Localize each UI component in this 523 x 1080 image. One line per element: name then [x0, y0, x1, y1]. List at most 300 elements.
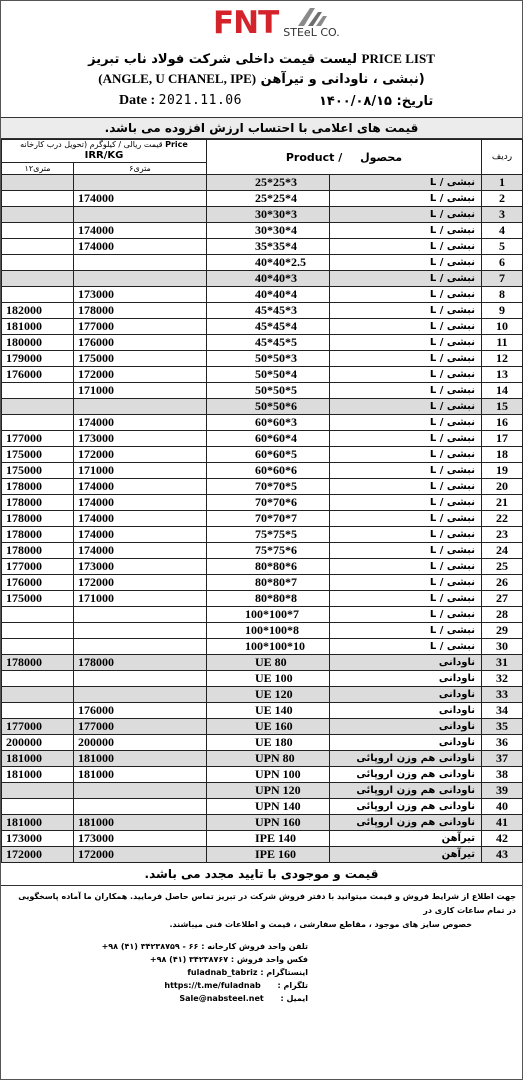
- type-cell: ناودانی: [330, 687, 482, 703]
- row-number-cell: 17: [482, 431, 523, 447]
- type-cell: نبشی / L: [330, 591, 482, 607]
- type-cell: نبشی / L: [330, 271, 482, 287]
- row-number-cell: 26: [482, 575, 523, 591]
- table-row: [2, 335, 523, 351]
- price-12m-cell: 179000: [2, 351, 74, 367]
- price-desc: قیمت ریالی / کیلوگرم (تحویل درب کارخانه: [20, 140, 163, 149]
- price-12m-cell: [2, 191, 74, 207]
- price-6m-cell: [74, 623, 207, 639]
- table-row: [2, 175, 523, 191]
- price-table: [1, 139, 523, 863]
- price-6m-cell: 181000: [74, 815, 207, 831]
- price-12m-cell: 181000: [2, 751, 74, 767]
- row-number-cell: 11: [482, 335, 523, 351]
- company-logo: [213, 5, 340, 41]
- row-number-cell: 2: [482, 191, 523, 207]
- size-cell: 60*60*3: [207, 415, 330, 431]
- price-6m-cell: 171000: [74, 591, 207, 607]
- phone-line: [1, 940, 308, 953]
- price-12m-cell: [2, 175, 74, 191]
- email-link[interactable]: Sale@nabsteel.net: [179, 994, 264, 1003]
- price-12m-cell: 178000: [2, 543, 74, 559]
- size-cell: 40*40*3: [207, 271, 330, 287]
- row-number-cell: 16: [482, 415, 523, 431]
- title-fa: لیست قیمت داخلی شرکت فولاد ناب تبریز: [88, 52, 357, 67]
- row-number-cell: 33: [482, 687, 523, 703]
- date-value: 2021.11.06: [158, 93, 242, 108]
- price-6m-cell: 174000: [74, 415, 207, 431]
- size-cell: UE 180: [207, 735, 330, 751]
- table-row: [2, 703, 523, 719]
- table-header-row-1: [2, 140, 523, 163]
- price-6m-cell: 200000: [74, 735, 207, 751]
- price-12m-cell: [2, 399, 74, 415]
- price-6m-cell: 177000: [74, 719, 207, 735]
- size-cell: 70*70*5: [207, 479, 330, 495]
- product-fa: محصول: [360, 150, 403, 164]
- telegram-line: [1, 979, 308, 992]
- row-number-cell: 40: [482, 799, 523, 815]
- instagram-line: [1, 966, 308, 979]
- table-row: [2, 575, 523, 591]
- type-cell: ناودانی هم وزن اروپائی: [330, 751, 482, 767]
- type-cell: نبشی / L: [330, 367, 482, 383]
- price-word: Price: [165, 140, 188, 149]
- price-12m-cell: 182000: [2, 303, 74, 319]
- price-6m-cell: 173000: [74, 559, 207, 575]
- type-cell: ناودانی هم وزن اروپائی: [330, 767, 482, 783]
- table-row: [2, 543, 523, 559]
- table-row: [2, 399, 523, 415]
- table-row: [2, 783, 523, 799]
- size-cell: UE 140: [207, 703, 330, 719]
- table-row: [2, 431, 523, 447]
- table-row: [2, 751, 523, 767]
- row-number-cell: 41: [482, 815, 523, 831]
- type-cell: نبشی / L: [330, 559, 482, 575]
- col-12m-header: ۱۲متری: [2, 163, 74, 175]
- price-6m-cell: 176000: [74, 703, 207, 719]
- price-6m-cell: 171000: [74, 383, 207, 399]
- type-cell: ناودانی: [330, 719, 482, 735]
- price-6m-cell: 175000: [74, 351, 207, 367]
- type-cell: نبشی / L: [330, 287, 482, 303]
- telegram-link[interactable]: https://t.me/fuladnab: [164, 981, 261, 990]
- header: [1, 1, 522, 118]
- instagram-link[interactable]: fuladnab_tabriz: [187, 968, 258, 977]
- size-cell: 25*25*3: [207, 175, 330, 191]
- price-6m-cell: [74, 207, 207, 223]
- size-cell: UPN 100: [207, 767, 330, 783]
- row-number-cell: 7: [482, 271, 523, 287]
- row-number-cell: 38: [482, 767, 523, 783]
- type-cell: ناودانی: [330, 671, 482, 687]
- price-12m-cell: 178000: [2, 495, 74, 511]
- row-number-cell: 18: [482, 447, 523, 463]
- fax-line: [1, 953, 308, 966]
- price-12m-cell: 181000: [2, 815, 74, 831]
- price-6m-cell: 174000: [74, 239, 207, 255]
- subtitle-line: [1, 71, 522, 87]
- price-6m-cell: 173000: [74, 287, 207, 303]
- price-6m-cell: [74, 255, 207, 271]
- type-cell: نبشی / L: [330, 351, 482, 367]
- row-number-cell: 4: [482, 223, 523, 239]
- fax-label: فکس واحد فروش :: [230, 955, 308, 964]
- price-6m-cell: 172000: [74, 575, 207, 591]
- type-cell: ناودانی هم وزن اروپائی: [330, 815, 482, 831]
- row-number-cell: 29: [482, 623, 523, 639]
- type-cell: نبشی / L: [330, 399, 482, 415]
- row-number-cell: 20: [482, 479, 523, 495]
- table-row: [2, 255, 523, 271]
- type-cell: نبشی / L: [330, 319, 482, 335]
- price-12m-cell: 178000: [2, 479, 74, 495]
- row-number-cell: 8: [482, 287, 523, 303]
- table-row: [2, 655, 523, 671]
- row-number-cell: 39: [482, 783, 523, 799]
- price-12m-cell: [2, 287, 74, 303]
- table-row: [2, 239, 523, 255]
- size-cell: UE 120: [207, 687, 330, 703]
- price-12m-cell: [2, 271, 74, 287]
- row-number-cell: 15: [482, 399, 523, 415]
- type-cell: ناودانی: [330, 735, 482, 751]
- type-cell: نبشی / L: [330, 511, 482, 527]
- size-cell: 60*60*5: [207, 447, 330, 463]
- price-12m-cell: [2, 383, 74, 399]
- price-6m-cell: 172000: [74, 847, 207, 863]
- product-en: Product /: [285, 150, 343, 164]
- table-row: [2, 559, 523, 575]
- table-row: [2, 607, 523, 623]
- table-row: [2, 623, 523, 639]
- row-number-cell: 21: [482, 495, 523, 511]
- price-6m-cell: 177000: [74, 319, 207, 335]
- row-number-cell: 32: [482, 671, 523, 687]
- size-cell: UE 80: [207, 655, 330, 671]
- size-cell: 60*60*4: [207, 431, 330, 447]
- info-line-2: خصوص سایز های موجود ، مقاطع سفارشی ، قیمت و اطلاعات فنی میباشند.: [169, 920, 472, 929]
- date-fa-value: ۱۴۰۰/۰۸/۱۵: [319, 94, 392, 109]
- size-cell: 100*100*8: [207, 623, 330, 639]
- table-row: [2, 799, 523, 815]
- table-row: [2, 591, 523, 607]
- table-row: [2, 767, 523, 783]
- row-number-cell: 23: [482, 527, 523, 543]
- type-cell: ناودانی هم وزن اروپائی: [330, 783, 482, 799]
- price-12m-cell: [2, 415, 74, 431]
- price-6m-cell: 178000: [74, 655, 207, 671]
- table-row: [2, 319, 523, 335]
- type-cell: نبشی / L: [330, 527, 482, 543]
- table-row: [2, 639, 523, 655]
- table-row: [2, 847, 523, 863]
- price-12m-cell: 177000: [2, 431, 74, 447]
- type-cell: نبشی / L: [330, 255, 482, 271]
- contact-block: [1, 940, 522, 1005]
- type-cell: نبشی / L: [330, 623, 482, 639]
- size-cell: UE 100: [207, 671, 330, 687]
- type-cell: نبشی / L: [330, 207, 482, 223]
- type-cell: نبشی / L: [330, 191, 482, 207]
- price-6m-cell: 174000: [74, 495, 207, 511]
- price-12m-cell: [2, 783, 74, 799]
- price-12m-cell: [2, 607, 74, 623]
- type-cell: نبشی / L: [330, 495, 482, 511]
- size-cell: 80*80*7: [207, 575, 330, 591]
- price-12m-cell: [2, 207, 74, 223]
- type-cell: نبشی / L: [330, 303, 482, 319]
- price-12m-cell: [2, 687, 74, 703]
- row-number-cell: 34: [482, 703, 523, 719]
- row-number-cell: 19: [482, 463, 523, 479]
- size-cell: UE 160: [207, 719, 330, 735]
- type-cell: تیرآهن: [330, 847, 482, 863]
- table-row: [2, 415, 523, 431]
- size-cell: 50*50*4: [207, 367, 330, 383]
- size-cell: 80*80*8: [207, 591, 330, 607]
- phone-value: ۶۶ - ۳۴۲۳۸۷۵۹ (۴۱) ۹۸+: [101, 942, 199, 951]
- vat-banner: قیمت های اعلامی با احتساب ارزش افزوده می باشد.: [1, 118, 522, 139]
- price-12m-cell: 175000: [2, 591, 74, 607]
- logo-text: FNT: [213, 5, 279, 41]
- price-12m-cell: 181000: [2, 767, 74, 783]
- price-12m-cell: [2, 671, 74, 687]
- price-6m-cell: 174000: [74, 479, 207, 495]
- size-cell: 25*25*4: [207, 191, 330, 207]
- table-row: [2, 719, 523, 735]
- price-6m-cell: [74, 399, 207, 415]
- row-number-cell: 31: [482, 655, 523, 671]
- price-6m-cell: 171000: [74, 463, 207, 479]
- type-cell: نبشی / L: [330, 239, 482, 255]
- table-row: [2, 735, 523, 751]
- price-6m-cell: [74, 799, 207, 815]
- size-cell: 40*40*4: [207, 287, 330, 303]
- stock-notice: قیمت و موجودی با تایید مجدد می باشد.: [1, 863, 522, 886]
- logo-subtext: STEeL CO.: [283, 26, 340, 39]
- price-12m-cell: [2, 703, 74, 719]
- date-label: Date :: [119, 93, 156, 108]
- row-number-cell: 1: [482, 175, 523, 191]
- size-cell: 40*40*2.5: [207, 255, 330, 271]
- col-6m-header: ۶متری: [74, 163, 207, 175]
- size-cell: UPN 80: [207, 751, 330, 767]
- email-line: [1, 992, 308, 1005]
- row-number-cell: 12: [482, 351, 523, 367]
- price-12m-cell: 176000: [2, 575, 74, 591]
- row-number-cell: 35: [482, 719, 523, 735]
- size-cell: 30*30*3: [207, 207, 330, 223]
- table-row: [2, 687, 523, 703]
- title-line: [1, 51, 522, 67]
- price-12m-cell: 178000: [2, 511, 74, 527]
- row-number-cell: 28: [482, 607, 523, 623]
- table-row: [2, 287, 523, 303]
- row-header: ردیف: [482, 140, 523, 175]
- table-row: [2, 271, 523, 287]
- table-row: [2, 479, 523, 495]
- type-cell: نبشی / L: [330, 223, 482, 239]
- table-row: [2, 223, 523, 239]
- row-number-cell: 36: [482, 735, 523, 751]
- date-en: [119, 93, 242, 109]
- product-header: [207, 140, 482, 175]
- type-cell: ناودانی هم وزن اروپائی: [330, 799, 482, 815]
- row-number-cell: 3: [482, 207, 523, 223]
- table-row: [2, 303, 523, 319]
- row-number-cell: 27: [482, 591, 523, 607]
- price-6m-cell: [74, 607, 207, 623]
- row-number-cell: 13: [482, 367, 523, 383]
- size-cell: UPN 120: [207, 783, 330, 799]
- price-6m-cell: [74, 175, 207, 191]
- row-number-cell: 30: [482, 639, 523, 655]
- info-line-1: جهت اطلاع از شرایط فروش و قیمت میتوانید با دفتر فروش شرکت در تبریز تماس حاصل فرمایید. همکاران ما آماده پاسخگویی در تمام ساعات کاری در: [18, 892, 516, 915]
- size-cell: IPE 140: [207, 831, 330, 847]
- type-cell: ناودانی: [330, 703, 482, 719]
- row-number-cell: 14: [482, 383, 523, 399]
- size-cell: 45*45*3: [207, 303, 330, 319]
- price-12m-cell: [2, 623, 74, 639]
- table-row: [2, 831, 523, 847]
- price-12m-cell: [2, 255, 74, 271]
- price-12m-cell: 178000: [2, 655, 74, 671]
- type-cell: نبشی / L: [330, 383, 482, 399]
- price-6m-cell: 172000: [74, 367, 207, 383]
- size-cell: 50*50*3: [207, 351, 330, 367]
- size-cell: 50*50*5: [207, 383, 330, 399]
- price-12m-cell: 200000: [2, 735, 74, 751]
- price-12m-cell: 181000: [2, 319, 74, 335]
- table-row: [2, 367, 523, 383]
- size-cell: IPE 160: [207, 847, 330, 863]
- row-number-cell: 6: [482, 255, 523, 271]
- price-6m-cell: 174000: [74, 543, 207, 559]
- size-cell: 35*35*4: [207, 239, 330, 255]
- row-number-cell: 25: [482, 559, 523, 575]
- row-number-cell: 9: [482, 303, 523, 319]
- price-6m-cell: 181000: [74, 751, 207, 767]
- price-6m-cell: [74, 639, 207, 655]
- table-row: [2, 207, 523, 223]
- type-cell: نبشی / L: [330, 639, 482, 655]
- price-unit: IRR/KG: [84, 150, 124, 161]
- type-cell: نبشی / L: [330, 447, 482, 463]
- type-cell: نبشی / L: [330, 607, 482, 623]
- price-12m-cell: [2, 799, 74, 815]
- table-row: [2, 383, 523, 399]
- price-6m-cell: [74, 687, 207, 703]
- table-row: [2, 511, 523, 527]
- type-cell: نبشی / L: [330, 431, 482, 447]
- instagram-label: اینستاگرام :: [260, 968, 308, 977]
- type-cell: نبشی / L: [330, 543, 482, 559]
- steel-beam-icon: [296, 7, 328, 27]
- price-12m-cell: 178000: [2, 527, 74, 543]
- size-cell: 70*70*6: [207, 495, 330, 511]
- table-row: [2, 191, 523, 207]
- size-cell: 45*45*4: [207, 319, 330, 335]
- subtitle-en: (ANGLE, U CHANEL, IPE): [98, 71, 257, 86]
- row-number-cell: 37: [482, 751, 523, 767]
- price-12m-cell: 177000: [2, 719, 74, 735]
- price-6m-cell: 176000: [74, 335, 207, 351]
- row-number-cell: 10: [482, 319, 523, 335]
- size-cell: 75*75*5: [207, 527, 330, 543]
- row-number-cell: 5: [482, 239, 523, 255]
- price-12m-cell: 177000: [2, 559, 74, 575]
- price-12m-cell: [2, 639, 74, 655]
- size-cell: 75*75*6: [207, 543, 330, 559]
- date-fa: [319, 94, 433, 109]
- size-cell: 80*80*6: [207, 559, 330, 575]
- row-number-cell: 22: [482, 511, 523, 527]
- size-cell: 100*100*7: [207, 607, 330, 623]
- table-row: [2, 463, 523, 479]
- price-6m-cell: 174000: [74, 527, 207, 543]
- row-number-cell: 42: [482, 831, 523, 847]
- size-cell: 30*30*4: [207, 223, 330, 239]
- price-6m-cell: [74, 271, 207, 287]
- price-6m-cell: 174000: [74, 511, 207, 527]
- table-row: [2, 815, 523, 831]
- price-12m-cell: [2, 223, 74, 239]
- price-6m-cell: [74, 671, 207, 687]
- info-text: [1, 886, 522, 932]
- fax-value: ۳۴۲۳۸۷۶۷ (۴۱) ۹۸+: [149, 955, 229, 964]
- email-label: ایمیل :: [280, 994, 308, 1003]
- table-body: [2, 175, 523, 863]
- price-12m-cell: 176000: [2, 367, 74, 383]
- row-number-cell: 43: [482, 847, 523, 863]
- type-cell: ناودانی: [330, 655, 482, 671]
- price-12m-cell: 172000: [2, 847, 74, 863]
- table-row: [2, 671, 523, 687]
- price-header: [2, 140, 207, 163]
- telegram-label: تلگرام :: [277, 981, 308, 990]
- type-cell: نبشی / L: [330, 479, 482, 495]
- logo-mark: [283, 7, 339, 38]
- price-12m-cell: 175000: [2, 463, 74, 479]
- price-12m-cell: 175000: [2, 447, 74, 463]
- type-cell: نبشی / L: [330, 575, 482, 591]
- row-number-cell: 24: [482, 543, 523, 559]
- price-6m-cell: 181000: [74, 767, 207, 783]
- type-cell: نبشی / L: [330, 175, 482, 191]
- table-row: [2, 351, 523, 367]
- type-cell: تیرآهن: [330, 831, 482, 847]
- price-12m-cell: 173000: [2, 831, 74, 847]
- size-cell: UPN 140: [207, 799, 330, 815]
- table-row: [2, 495, 523, 511]
- price-12m-cell: [2, 239, 74, 255]
- price-6m-cell: 173000: [74, 831, 207, 847]
- price-6m-cell: 173000: [74, 431, 207, 447]
- subtitle-fa: (نبشی ، ناودانی و تیرآهن: [260, 72, 425, 87]
- size-cell: 70*70*7: [207, 511, 330, 527]
- price-6m-cell: 178000: [74, 303, 207, 319]
- type-cell: نبشی / L: [330, 415, 482, 431]
- date-fa-label: تاریخ:: [396, 94, 434, 109]
- phone-label: تلفن واحد فروش کارخانه :: [201, 942, 308, 951]
- table-row: [2, 527, 523, 543]
- size-cell: UPN 160: [207, 815, 330, 831]
- size-cell: 45*45*5: [207, 335, 330, 351]
- type-cell: نبشی / L: [330, 463, 482, 479]
- table-row: [2, 447, 523, 463]
